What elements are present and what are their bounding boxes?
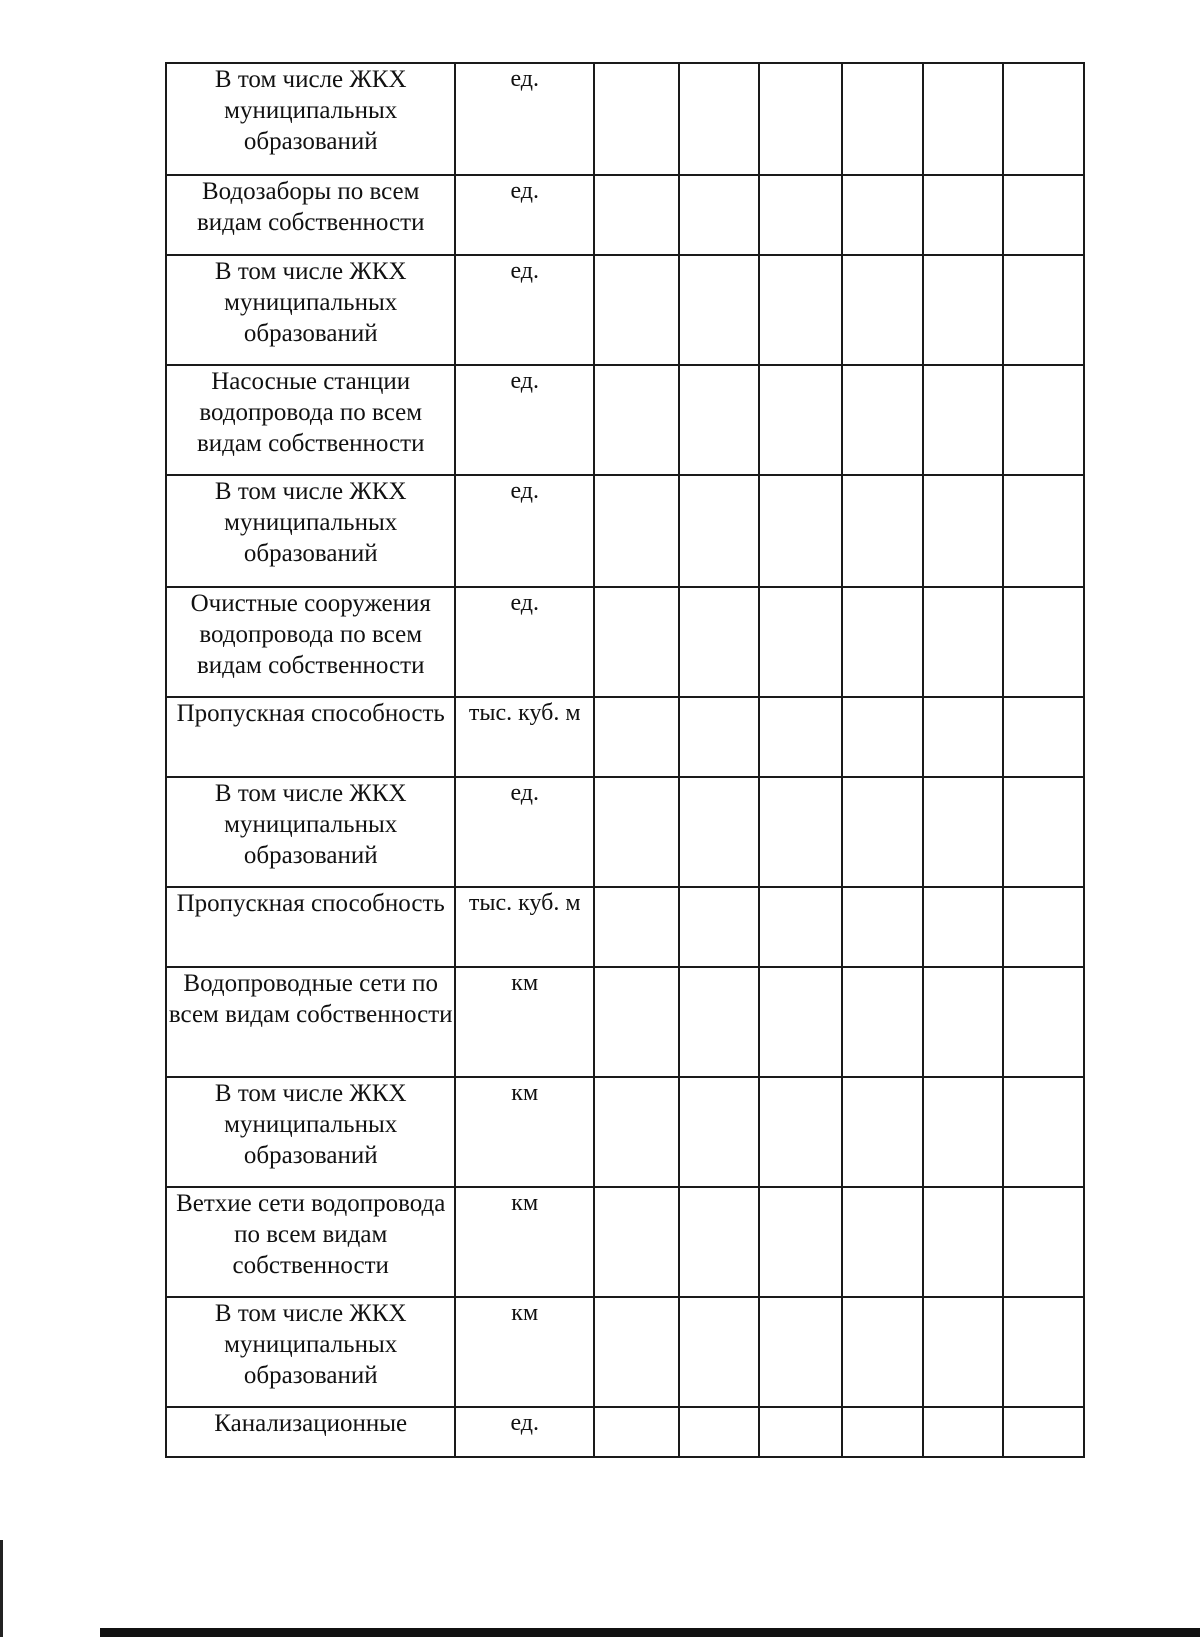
table-row	[166, 1297, 1084, 1407]
table-row	[166, 1187, 1084, 1297]
value-cell[interactable]	[679, 1297, 760, 1407]
indicator-unit: ед.	[455, 1407, 594, 1457]
scan-edge-line	[0, 1540, 3, 1637]
value-cell[interactable]	[842, 887, 923, 967]
value-cell[interactable]	[679, 365, 760, 475]
value-cell[interactable]	[759, 1407, 842, 1457]
value-cell[interactable]	[594, 967, 679, 1077]
value-cell[interactable]	[923, 475, 1004, 587]
indicator-name: В том числе ЖКХ муниципальных образований	[166, 63, 455, 175]
indicator-unit: тыс. куб. м	[455, 697, 594, 777]
value-cell[interactable]	[842, 365, 923, 475]
indicator-unit: ед.	[455, 777, 594, 887]
indicators-table	[165, 62, 1085, 1458]
value-cell[interactable]	[842, 1187, 923, 1297]
value-cell[interactable]	[1003, 255, 1084, 365]
indicator-name: В том числе ЖКХ муниципальных образований	[166, 255, 455, 365]
indicator-name: Ветхие сети водопровода по всем видам собственности	[166, 1187, 455, 1297]
value-cell[interactable]	[842, 967, 923, 1077]
value-cell[interactable]	[759, 63, 842, 175]
indicator-name: Канализационные	[166, 1407, 455, 1457]
value-cell[interactable]	[923, 1297, 1004, 1407]
value-cell[interactable]	[594, 475, 679, 587]
value-cell[interactable]	[759, 887, 842, 967]
indicator-name: В том числе ЖКХ муниципальных образований	[166, 1297, 455, 1407]
value-cell[interactable]	[923, 175, 1004, 255]
value-cell[interactable]	[679, 967, 760, 1077]
value-cell[interactable]	[759, 365, 842, 475]
scan-bottom-bar	[100, 1628, 1200, 1637]
value-cell[interactable]	[594, 1297, 679, 1407]
value-cell[interactable]	[594, 1187, 679, 1297]
value-cell[interactable]	[842, 1297, 923, 1407]
table-row	[166, 63, 1084, 175]
value-cell[interactable]	[594, 697, 679, 777]
indicator-unit: км	[455, 1187, 594, 1297]
value-cell[interactable]	[1003, 365, 1084, 475]
value-cell[interactable]	[679, 475, 760, 587]
value-cell[interactable]	[679, 63, 760, 175]
value-cell[interactable]	[594, 63, 679, 175]
value-cell[interactable]	[679, 255, 760, 365]
value-cell[interactable]	[594, 365, 679, 475]
table-row	[166, 175, 1084, 255]
value-cell[interactable]	[1003, 1187, 1084, 1297]
value-cell[interactable]	[759, 175, 842, 255]
value-cell[interactable]	[1003, 967, 1084, 1077]
indicator-unit: ед.	[455, 475, 594, 587]
value-cell[interactable]	[842, 1077, 923, 1187]
indicator-name: Водопроводные сети по всем видам собственности	[166, 967, 455, 1077]
value-cell[interactable]	[1003, 1407, 1084, 1457]
value-cell[interactable]	[594, 1407, 679, 1457]
value-cell[interactable]	[1003, 1297, 1084, 1407]
value-cell[interactable]	[1003, 697, 1084, 777]
table-row	[166, 1407, 1084, 1457]
value-cell[interactable]	[679, 587, 760, 697]
indicator-unit: км	[455, 1077, 594, 1187]
value-cell[interactable]	[679, 1407, 760, 1457]
table-row	[166, 967, 1084, 1077]
indicator-unit: ед.	[455, 587, 594, 697]
indicator-unit: ед.	[455, 175, 594, 255]
table-row	[166, 1077, 1084, 1187]
indicator-name: В том числе ЖКХ муниципальных образований	[166, 1077, 455, 1187]
value-cell[interactable]	[923, 365, 1004, 475]
table-row	[166, 587, 1084, 697]
table-row	[166, 777, 1084, 887]
value-cell[interactable]	[679, 1077, 760, 1187]
indicator-name: Пропускная способность	[166, 887, 455, 967]
value-cell[interactable]	[759, 475, 842, 587]
value-cell[interactable]	[842, 175, 923, 255]
value-cell[interactable]	[759, 1077, 842, 1187]
value-cell[interactable]	[679, 697, 760, 777]
value-cell[interactable]	[759, 777, 842, 887]
value-cell[interactable]	[842, 587, 923, 697]
value-cell[interactable]	[594, 887, 679, 967]
value-cell[interactable]	[759, 697, 842, 777]
value-cell[interactable]	[594, 175, 679, 255]
value-cell[interactable]	[923, 777, 1004, 887]
value-cell[interactable]	[923, 63, 1004, 175]
indicator-name: В том числе ЖКХ муниципальных образований	[166, 475, 455, 587]
indicator-unit: ед.	[455, 365, 594, 475]
value-cell[interactable]	[842, 63, 923, 175]
value-cell[interactable]	[594, 1077, 679, 1187]
value-cell[interactable]	[1003, 587, 1084, 697]
value-cell[interactable]	[923, 967, 1004, 1077]
value-cell[interactable]	[594, 255, 679, 365]
value-cell[interactable]	[594, 587, 679, 697]
indicator-name: Водозаборы по всем видам собственности	[166, 175, 455, 255]
indicator-name: Насосные станции водопровода по всем видам собственности	[166, 365, 455, 475]
table-row	[166, 475, 1084, 587]
value-cell[interactable]	[1003, 1077, 1084, 1187]
indicator-unit: км	[455, 967, 594, 1077]
value-cell[interactable]	[842, 475, 923, 587]
value-cell[interactable]	[759, 1187, 842, 1297]
value-cell[interactable]	[759, 967, 842, 1077]
indicator-unit: ед.	[455, 63, 594, 175]
value-cell[interactable]	[842, 1407, 923, 1457]
table-row	[166, 365, 1084, 475]
value-cell[interactable]	[842, 255, 923, 365]
value-cell[interactable]	[923, 887, 1004, 967]
value-cell[interactable]	[923, 1407, 1004, 1457]
value-cell[interactable]	[923, 1187, 1004, 1297]
value-cell[interactable]	[923, 697, 1004, 777]
indicator-unit: км	[455, 1297, 594, 1407]
value-cell[interactable]	[1003, 475, 1084, 587]
value-cell[interactable]	[1003, 63, 1084, 175]
indicator-name: В том числе ЖКХ муниципальных образований	[166, 777, 455, 887]
indicator-unit: ед.	[455, 255, 594, 365]
table-row	[166, 255, 1084, 365]
value-cell[interactable]	[842, 697, 923, 777]
value-cell[interactable]	[759, 587, 842, 697]
value-cell[interactable]	[1003, 175, 1084, 255]
value-cell[interactable]	[679, 1187, 760, 1297]
value-cell[interactable]	[759, 255, 842, 365]
value-cell[interactable]	[679, 777, 760, 887]
value-cell[interactable]	[1003, 777, 1084, 887]
value-cell[interactable]	[842, 777, 923, 887]
value-cell[interactable]	[759, 1297, 842, 1407]
value-cell[interactable]	[594, 777, 679, 887]
value-cell[interactable]	[923, 255, 1004, 365]
table-row	[166, 697, 1084, 777]
table-row	[166, 887, 1084, 967]
value-cell[interactable]	[679, 887, 760, 967]
indicator-name: Пропускная способность	[166, 697, 455, 777]
indicator-name: Очистные сооружения водопровода по всем видам собственности	[166, 587, 455, 697]
value-cell[interactable]	[1003, 887, 1084, 967]
value-cell[interactable]	[923, 1077, 1004, 1187]
value-cell[interactable]	[679, 175, 760, 255]
value-cell[interactable]	[923, 587, 1004, 697]
table-body	[166, 63, 1084, 1457]
indicator-unit: тыс. куб. м	[455, 887, 594, 967]
